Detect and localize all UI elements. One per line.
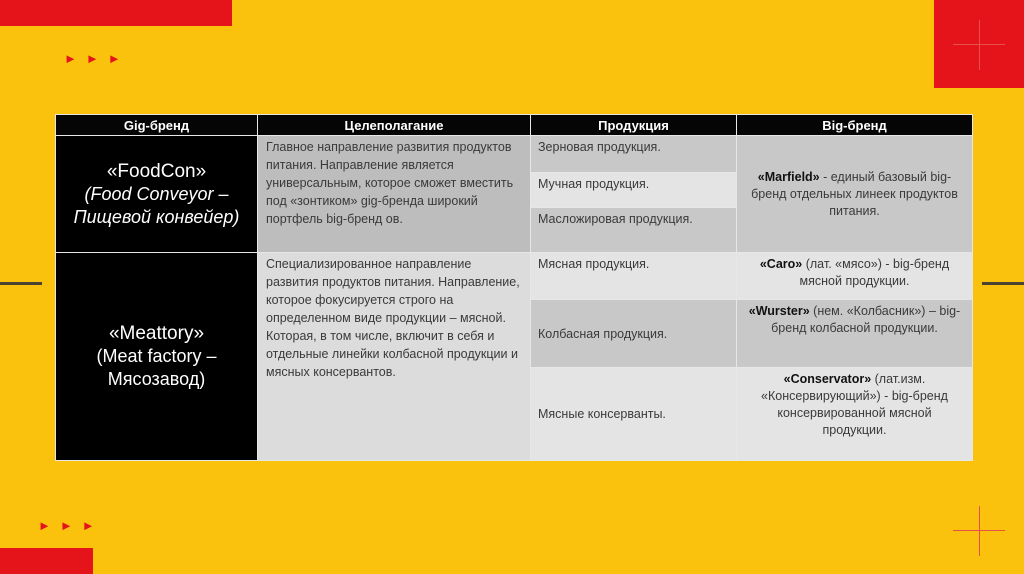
gig-brand-cell-foodcon — [56, 136, 258, 253]
big-brand-cell-marfield — [737, 136, 973, 253]
right-side-divider — [982, 282, 1024, 285]
gig-brand-subtitle: (Food Conveyor – — [84, 183, 229, 204]
big-brand-cell-conservator — [737, 368, 973, 461]
product-cell: Масложировая продукция. — [531, 208, 737, 253]
crosshair-icon-bottom-right-v — [979, 506, 980, 556]
big-brand-cell-caro — [737, 253, 973, 300]
goal-cell-foodcon: Главное направление развития продуктов питания. Направление является универсальным, которое сможет вместить под «зонтиком» gig-бренда широкий портфель big-бренд ов. — [258, 136, 531, 253]
header-big-brand: Big-бренд — [737, 115, 973, 136]
triple-arrow-icon-bottom: ►►► — [38, 518, 104, 533]
brand-table — [55, 114, 973, 461]
crosshair-icon-top-right-v — [979, 20, 980, 70]
product-cell: Мучная продукция. — [531, 173, 737, 208]
header-goal: Целеполагание — [258, 115, 531, 136]
product-cell: Мясные консерванты. — [531, 368, 737, 461]
table-header-row — [56, 115, 973, 136]
gig-brand-subtitle: (Meat factory – — [96, 346, 217, 366]
gig-brand-name: «FoodCon» — [106, 160, 207, 182]
gig-brand-cell-meattory — [56, 253, 258, 461]
big-brand-description: (нем. «Колбасник») – big-бренд колбасной продукции. — [771, 304, 961, 335]
gig-brand-subtitle: Пищевой конвейер) — [73, 206, 240, 227]
red-corner-bar-bottom-left — [0, 548, 93, 574]
left-side-divider — [0, 282, 42, 285]
product-cell: Мясная продукция. — [531, 253, 737, 300]
big-brand-cell-wurster — [737, 300, 973, 368]
big-brand-description: (лат. «мясо») - big-бренд мясной продукции. — [799, 257, 950, 288]
gig-brand-subtitle: Мясозавод) — [107, 369, 206, 389]
goal-cell-meattory: Специализированное направление развития продуктов питания. Направление, которое фокусируется строго на определенном виде продукции – мясной. Которая, в том числе, включит в себя и отдельные линейки колбасной продукции и мясных консервантов. — [258, 253, 531, 461]
table-row — [56, 136, 973, 173]
header-products: Продукция — [531, 115, 737, 136]
big-brand-name: «Marfield» — [757, 169, 820, 184]
big-brand-name: «Caro» — [759, 257, 803, 271]
big-brand-description: - единый базовый big-бренд отдельных линеек продуктов питания. — [751, 169, 958, 218]
big-brand-name: «Wurster» — [748, 304, 810, 318]
big-brand-name: «Conservator» — [783, 372, 872, 386]
red-corner-bar-top-left — [0, 0, 232, 26]
header-gig-brand: Gig-бренд — [56, 115, 258, 136]
product-cell: Колбасная продукция. — [531, 300, 737, 368]
gig-brand-name: «Meattory» — [108, 323, 205, 344]
big-brand-description: (лат.изм. «Консервирующий») - big-бренд консервированной мясной продукции. — [761, 372, 948, 437]
table-row — [56, 253, 973, 300]
triple-arrow-icon-top: ►►► — [64, 51, 130, 66]
product-cell: Зерновая продукция. — [531, 136, 737, 173]
